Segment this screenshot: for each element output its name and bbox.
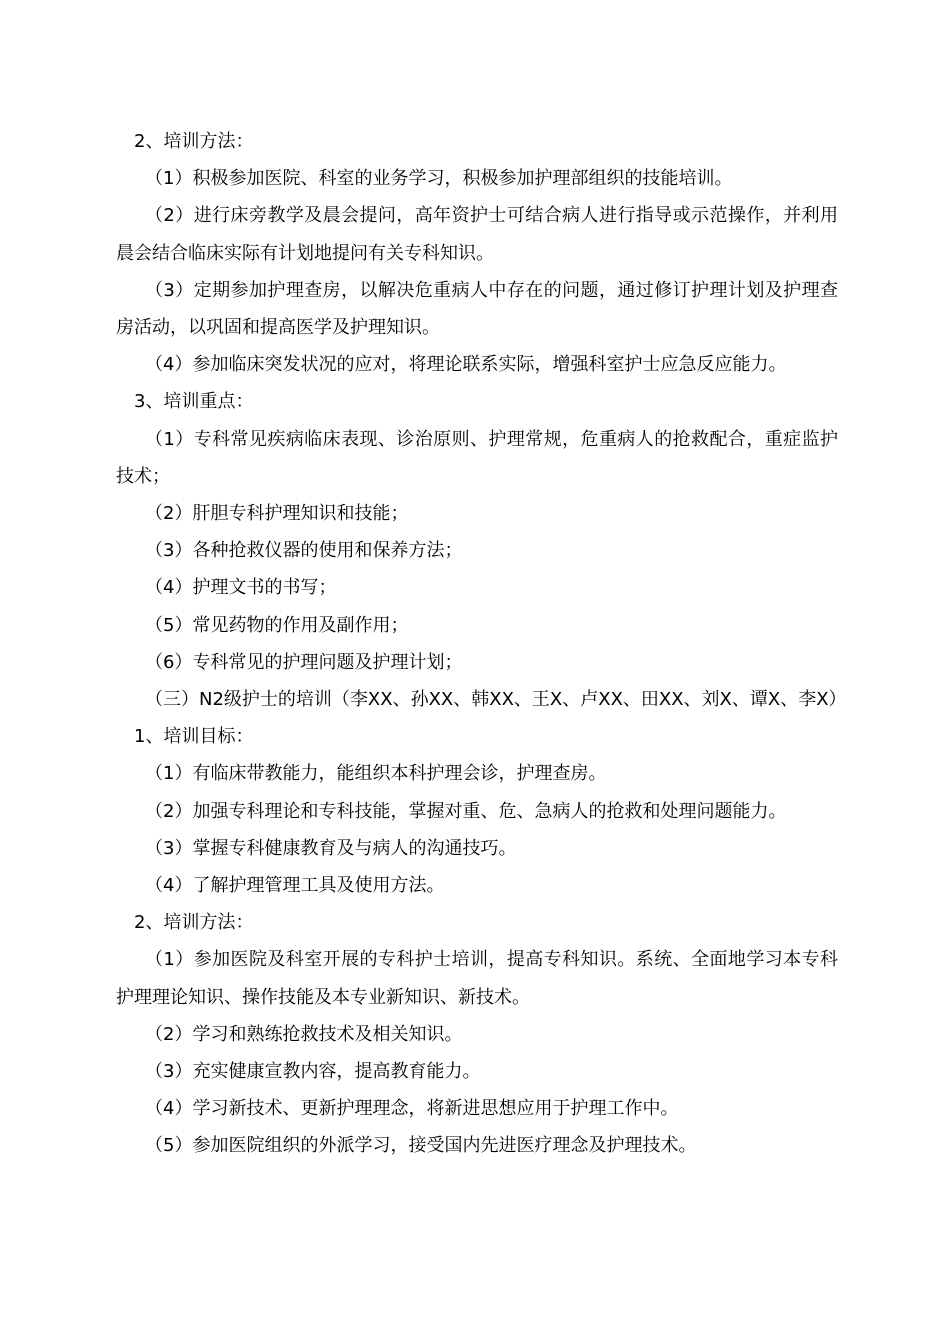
section-heading-training-methods: 2、培训方法：	[134, 131, 254, 152]
list-item: （3）掌握专科健康教育及与病人的沟通技巧。	[145, 837, 517, 859]
list-item: （4）参加临床突发状况的应对，将理论联系实际，增强科室护士应急反应能力。	[145, 354, 787, 376]
section-heading-training-focus: 3、培训重点：	[134, 391, 254, 413]
list-item: （2）学习和熟练抢救技术及相关知识。	[145, 1023, 463, 1045]
subsection-heading-n2-training: （三）N2级护士的培训（李XX、孙XX、韩XX、王X、卢XX、田XX、刘X、谭X、李X）	[145, 689, 847, 711]
list-item: （2）肝胆专科护理知识和技能；	[145, 503, 409, 525]
list-item: （2）加强专科理论和专科技能，掌握对重、危、急病人的抢救和处理问题能力。	[145, 800, 787, 822]
section-heading-training-methods: 2、培训方法：	[134, 912, 254, 934]
list-item: （4）了解护理管理工具及使用方法。	[145, 875, 445, 897]
list-item: （3）定期参加护理查房，以解决危重病人中存在的问题，通过修订护理计划及护理查房活动，以巩固和提高医学及护理知识。	[116, 279, 838, 339]
list-item: （2）进行床旁教学及晨会提问，高年资护士可结合病人进行指导或示范操作，并利用晨会结合临床实际有计划地提问有关专科知识。	[116, 205, 838, 264]
list-item: （6）专科常见的护理问题及护理计划；	[145, 651, 463, 673]
list-item: （5）参加医院组织的外派学习，接受国内先进医疗理念及护理技术。	[145, 1135, 697, 1157]
section-heading-training-goals: 1、培训目标：	[134, 726, 254, 748]
list-item: （1）有临床带教能力，能组织本科护理会诊，护理查房。	[145, 763, 607, 785]
list-item: （5）常见药物的作用及副作用；	[145, 614, 409, 636]
list-item: （4）学习新技术、更新护理理念，将新进思想应用于护理工作中。	[145, 1098, 679, 1120]
list-item: （1）专科常见疾病临床表现、诊治原则、护理常规，危重病人的抢救配合，重症监护技术；	[116, 428, 838, 487]
list-item: （3）各种抢救仪器的使用和保养方法；	[145, 540, 463, 562]
list-item: （3）充实健康宣教内容，提高教育能力。	[145, 1061, 481, 1083]
list-item: （1）积极参加医院、科室的业务学习，积极参加护理部组织的技能培训。	[145, 168, 733, 190]
list-item: （4）护理文书的书写；	[145, 577, 337, 599]
document-body	[116, 123, 847, 1165]
list-item: （1）参加医院及科室开展的专科护士培训，提高专科知识。系统、全面地学习本专科护理理论知识、操作技能及本专业新知识、新技术。	[116, 949, 838, 1008]
